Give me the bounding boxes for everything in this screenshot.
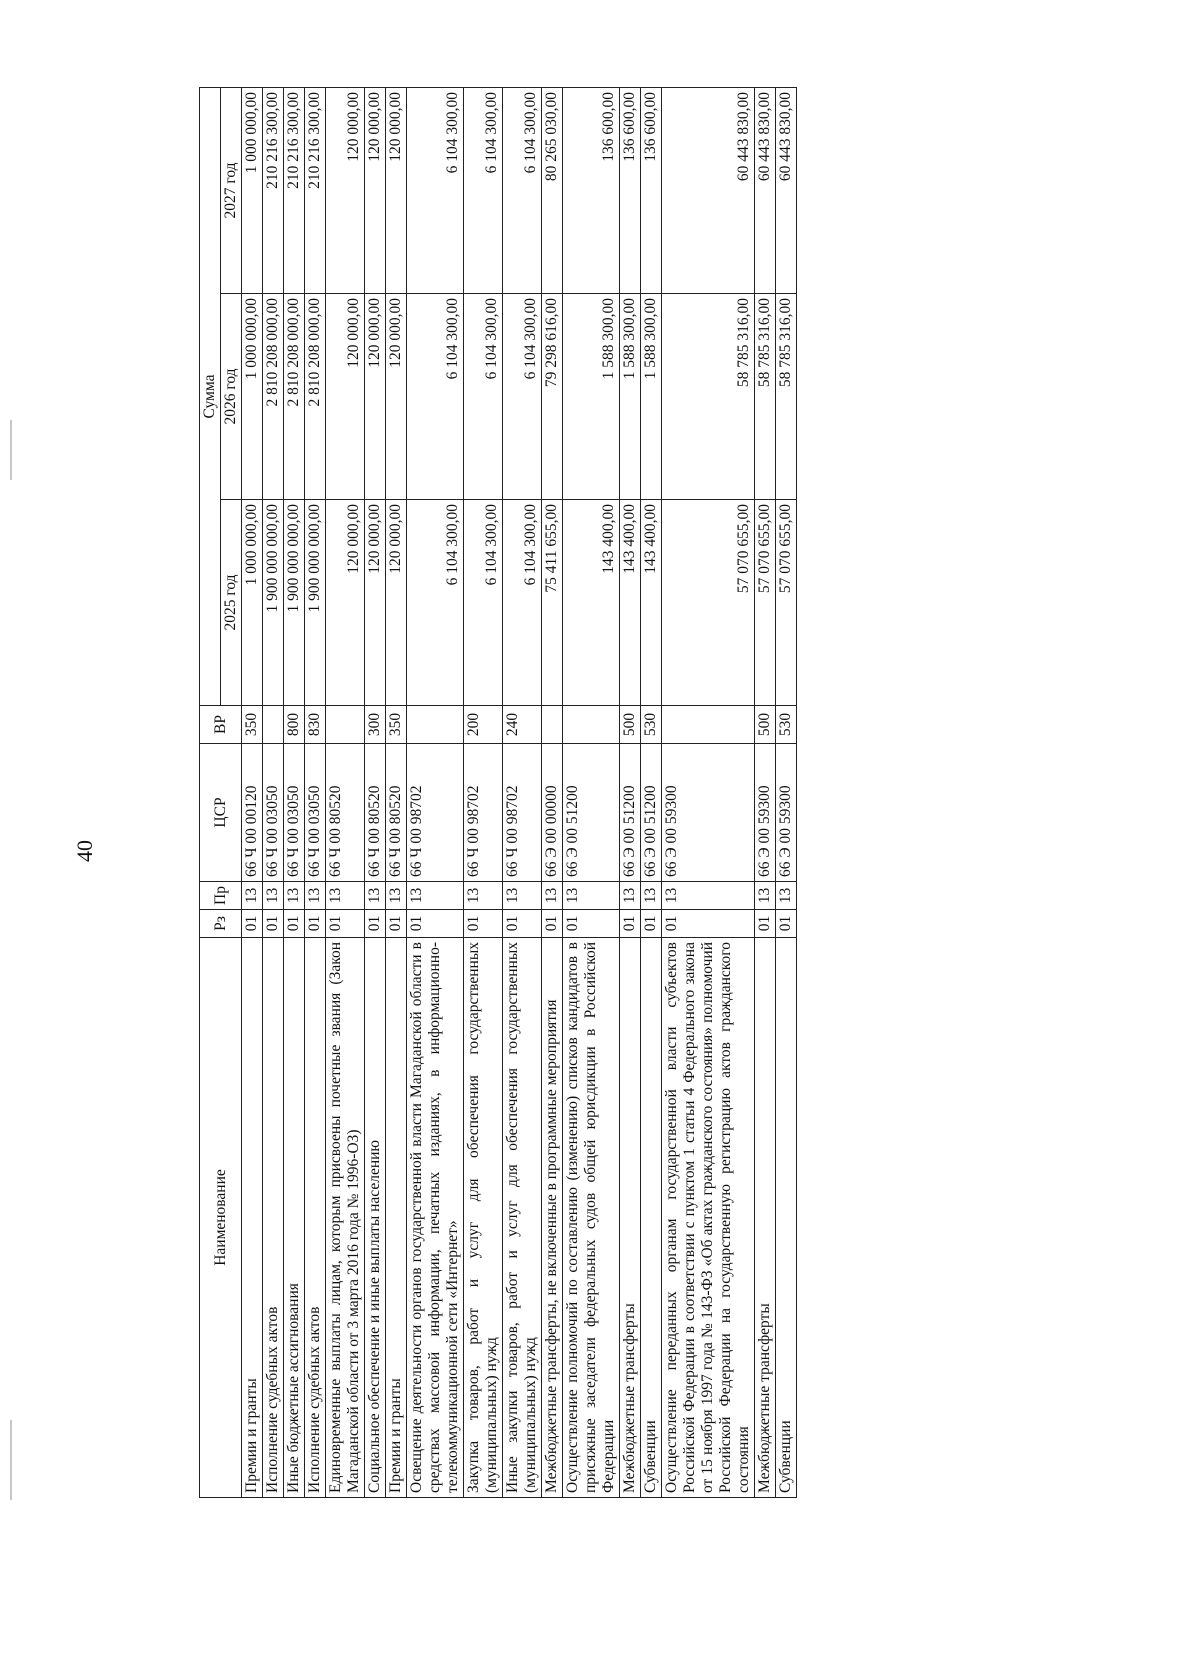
table-row bbox=[542, 87, 563, 1497]
row-rz: 01 bbox=[263, 910, 284, 938]
scan-edge-mark bbox=[10, 1420, 12, 1500]
table-row bbox=[365, 87, 386, 1497]
row-pr: 13 bbox=[662, 882, 755, 910]
row-2025: 120 000,00 bbox=[326, 500, 365, 706]
row-pr: 13 bbox=[326, 882, 365, 910]
table-row bbox=[464, 87, 503, 1497]
row-vr bbox=[563, 706, 620, 744]
row-name: Осуществление переданных органам государственной власти субъектов Российской Федерации в соответствии с пунктом 1 статьи 4 Федерального закона от 15 ноября 1997 года № 143-ФЗ «Об актах гражданского состояния» полномочий Российской Федерации на государственную регистрацию актов гражданского состояния bbox=[662, 938, 755, 1498]
row-2025: 120 000,00 bbox=[386, 500, 407, 706]
row-name: Исполнение судебных актов bbox=[305, 938, 326, 1498]
row-vr bbox=[542, 706, 563, 744]
row-vr: 350 bbox=[386, 706, 407, 744]
row-rz: 01 bbox=[464, 910, 503, 938]
row-csr: 66 Ч 00 00120 bbox=[242, 744, 263, 882]
row-2025: 120 000,00 bbox=[365, 500, 386, 706]
row-vr: 350 bbox=[242, 706, 263, 744]
row-rz: 01 bbox=[386, 910, 407, 938]
row-vr: 300 bbox=[365, 706, 386, 744]
row-name: Межбюджетные трансферты bbox=[755, 938, 776, 1498]
row-2026: 6 104 300,00 bbox=[503, 294, 542, 500]
table-row bbox=[242, 87, 263, 1497]
table-row bbox=[407, 87, 464, 1497]
row-vr: 800 bbox=[284, 706, 305, 744]
row-name: Премии и гранты bbox=[242, 938, 263, 1498]
row-name: Освещение деятельности органов государственной власти Магаданской области в средствах массовой информации, печатных изданиях, в информационно-телекоммуникационной сети «Интернет» bbox=[407, 938, 464, 1498]
row-csr: 66 Э 00 00000 bbox=[542, 744, 563, 882]
row-pr: 13 bbox=[620, 882, 641, 910]
rotated-page bbox=[199, 88, 1079, 1498]
row-vr: 500 bbox=[620, 706, 641, 744]
row-csr: 66 Ч 00 98702 bbox=[407, 744, 464, 882]
row-rz: 01 bbox=[662, 910, 755, 938]
row-pr: 13 bbox=[464, 882, 503, 910]
table-row bbox=[755, 87, 776, 1497]
row-2026: 120 000,00 bbox=[365, 294, 386, 500]
row-csr: 66 Ч 00 03050 bbox=[263, 744, 284, 882]
row-2025: 57 070 655,00 bbox=[755, 500, 776, 706]
row-rz: 01 bbox=[407, 910, 464, 938]
row-name: Осуществление полномочий по составлению (изменению) списков кандидатов в присяжные заседатели федеральных судов общей юрисдикции в Российской Федерации bbox=[563, 938, 620, 1498]
row-vr: 830 bbox=[305, 706, 326, 744]
row-2027: 60 443 830,00 bbox=[662, 87, 755, 293]
row-pr: 13 bbox=[755, 882, 776, 910]
table-row bbox=[776, 87, 797, 1497]
row-2027: 120 000,00 bbox=[365, 87, 386, 293]
row-vr: 500 bbox=[755, 706, 776, 744]
page-number: 40 bbox=[72, 840, 97, 862]
row-2025: 6 104 300,00 bbox=[407, 500, 464, 706]
row-rz: 01 bbox=[542, 910, 563, 938]
header-pr: Пр bbox=[200, 882, 242, 910]
row-name: Социальное обеспечение и иные выплаты населению bbox=[365, 938, 386, 1498]
row-2027: 1 000 000,00 bbox=[242, 87, 263, 293]
row-rz: 01 bbox=[365, 910, 386, 938]
row-2027: 6 104 300,00 bbox=[407, 87, 464, 293]
row-name: Премии и гранты bbox=[386, 938, 407, 1498]
table-row bbox=[263, 87, 284, 1497]
row-2025: 6 104 300,00 bbox=[503, 500, 542, 706]
rotated-page-inner bbox=[199, 88, 1079, 1498]
table-row bbox=[503, 87, 542, 1497]
row-csr: 66 Э 00 59300 bbox=[755, 744, 776, 882]
row-2026: 6 104 300,00 bbox=[464, 294, 503, 500]
row-name: Иные закупки товаров, работ и услуг для обеспечения государственных (муниципальных) нужд bbox=[503, 938, 542, 1498]
row-rz: 01 bbox=[620, 910, 641, 938]
row-2026: 1 588 300,00 bbox=[641, 294, 662, 500]
row-rz: 01 bbox=[242, 910, 263, 938]
row-2025: 143 400,00 bbox=[563, 500, 620, 706]
row-2027: 136 600,00 bbox=[620, 87, 641, 293]
row-csr: 66 Ч 00 03050 bbox=[284, 744, 305, 882]
row-rz: 01 bbox=[776, 910, 797, 938]
row-vr bbox=[263, 706, 284, 744]
row-2025: 143 400,00 bbox=[641, 500, 662, 706]
row-2026: 120 000,00 bbox=[386, 294, 407, 500]
table-row bbox=[563, 87, 620, 1497]
row-2025: 75 411 655,00 bbox=[542, 500, 563, 706]
row-csr: 66 Э 00 51200 bbox=[620, 744, 641, 882]
row-2026: 6 104 300,00 bbox=[407, 294, 464, 500]
row-vr: 240 bbox=[503, 706, 542, 744]
row-name: Единовременные выплаты лицам, которым присвоены почетные звания (Закон Магаданской области от 3 марта 2016 года № 1996-ОЗ) bbox=[326, 938, 365, 1498]
row-csr: 66 Ч 00 03050 bbox=[305, 744, 326, 882]
row-rz: 01 bbox=[563, 910, 620, 938]
row-2027: 120 000,00 bbox=[326, 87, 365, 293]
row-pr: 13 bbox=[776, 882, 797, 910]
row-rz: 01 bbox=[284, 910, 305, 938]
row-2027: 6 104 300,00 bbox=[464, 87, 503, 293]
row-name: Межбюджетные трансферты bbox=[620, 938, 641, 1498]
row-pr: 13 bbox=[542, 882, 563, 910]
row-csr: 66 Э 00 59300 bbox=[776, 744, 797, 882]
header-2026: 2026 год bbox=[221, 294, 242, 500]
table-row bbox=[386, 87, 407, 1497]
row-rz: 01 bbox=[305, 910, 326, 938]
row-pr: 13 bbox=[386, 882, 407, 910]
row-pr: 13 bbox=[407, 882, 464, 910]
row-pr: 13 bbox=[365, 882, 386, 910]
table-row bbox=[284, 87, 305, 1497]
row-2026: 1 000 000,00 bbox=[242, 294, 263, 500]
row-2026: 58 785 316,00 bbox=[776, 294, 797, 500]
row-2027: 60 443 830,00 bbox=[776, 87, 797, 293]
row-2025: 57 070 655,00 bbox=[776, 500, 797, 706]
row-name: Субвенции bbox=[776, 938, 797, 1498]
row-rz: 01 bbox=[641, 910, 662, 938]
row-vr bbox=[407, 706, 464, 744]
row-2025: 1 000 000,00 bbox=[242, 500, 263, 706]
row-2025: 1 900 000 000,00 bbox=[305, 500, 326, 706]
row-csr: 66 Э 00 59300 bbox=[662, 744, 755, 882]
row-2027: 136 600,00 bbox=[563, 87, 620, 293]
row-csr: 66 Ч 00 80520 bbox=[326, 744, 365, 882]
row-csr: 66 Э 00 51200 bbox=[641, 744, 662, 882]
header-csr: ЦСР bbox=[200, 744, 242, 882]
row-vr bbox=[326, 706, 365, 744]
row-2026: 2 810 208 000,00 bbox=[263, 294, 284, 500]
row-2026: 58 785 316,00 bbox=[662, 294, 755, 500]
row-pr: 13 bbox=[305, 882, 326, 910]
header-vr: ВР bbox=[200, 706, 242, 744]
row-name: Исполнение судебных актов bbox=[263, 938, 284, 1498]
row-2026: 58 785 316,00 bbox=[755, 294, 776, 500]
row-pr: 13 bbox=[242, 882, 263, 910]
row-2027: 120 000,00 bbox=[386, 87, 407, 293]
row-vr bbox=[662, 706, 755, 744]
table-row bbox=[326, 87, 365, 1497]
header-2027: 2027 год bbox=[221, 87, 242, 293]
header-summa: Сумма bbox=[200, 87, 221, 705]
row-pr: 13 bbox=[263, 882, 284, 910]
row-2027: 60 443 830,00 bbox=[755, 87, 776, 293]
row-2027: 6 104 300,00 bbox=[503, 87, 542, 293]
scan-edge-mark bbox=[10, 420, 12, 480]
row-pr: 13 bbox=[503, 882, 542, 910]
table-row bbox=[662, 87, 755, 1497]
row-pr: 13 bbox=[563, 882, 620, 910]
row-rz: 01 bbox=[503, 910, 542, 938]
table-row bbox=[305, 87, 326, 1497]
row-2025: 57 070 655,00 bbox=[662, 500, 755, 706]
row-pr: 13 bbox=[641, 882, 662, 910]
row-csr: 66 Ч 00 98702 bbox=[464, 744, 503, 882]
row-vr: 200 bbox=[464, 706, 503, 744]
row-2025: 1 900 000 000,00 bbox=[284, 500, 305, 706]
row-csr: 66 Э 00 51200 bbox=[563, 744, 620, 882]
row-2027: 80 265 030,00 bbox=[542, 87, 563, 293]
row-name: Субвенции bbox=[641, 938, 662, 1498]
table-row bbox=[620, 87, 641, 1497]
row-2027: 210 216 300,00 bbox=[263, 87, 284, 293]
row-2025: 143 400,00 bbox=[620, 500, 641, 706]
header-rz: Рз bbox=[200, 910, 242, 938]
row-pr: 13 bbox=[284, 882, 305, 910]
row-rz: 01 bbox=[326, 910, 365, 938]
row-2027: 136 600,00 bbox=[641, 87, 662, 293]
row-name: Закупка товаров, работ и услуг для обеспечения государственных (муниципальных) нужд bbox=[464, 938, 503, 1498]
row-2026: 2 810 208 000,00 bbox=[284, 294, 305, 500]
row-csr: 66 Ч 00 80520 bbox=[365, 744, 386, 882]
table-row bbox=[641, 87, 662, 1497]
budget-table bbox=[199, 87, 797, 1498]
row-2026: 79 298 616,00 bbox=[542, 294, 563, 500]
row-2026: 120 000,00 bbox=[326, 294, 365, 500]
row-2025: 6 104 300,00 bbox=[464, 500, 503, 706]
row-2027: 210 216 300,00 bbox=[284, 87, 305, 293]
row-name: Межбюджетные трансферты, не включенные в программные мероприятия bbox=[542, 938, 563, 1498]
row-2027: 210 216 300,00 bbox=[305, 87, 326, 293]
row-2025: 1 900 000 000,00 bbox=[263, 500, 284, 706]
row-2026: 1 588 300,00 bbox=[620, 294, 641, 500]
row-csr: 66 Ч 00 80520 bbox=[386, 744, 407, 882]
row-2026: 1 588 300,00 bbox=[563, 294, 620, 500]
row-csr: 66 Ч 00 98702 bbox=[503, 744, 542, 882]
header-2025: 2025 год bbox=[221, 500, 242, 706]
row-vr: 530 bbox=[776, 706, 797, 744]
row-2026: 2 810 208 000,00 bbox=[305, 294, 326, 500]
row-rz: 01 bbox=[755, 910, 776, 938]
row-name: Иные бюджетные ассигнования bbox=[284, 938, 305, 1498]
header-name: Наименование bbox=[200, 938, 242, 1498]
row-vr: 530 bbox=[641, 706, 662, 744]
